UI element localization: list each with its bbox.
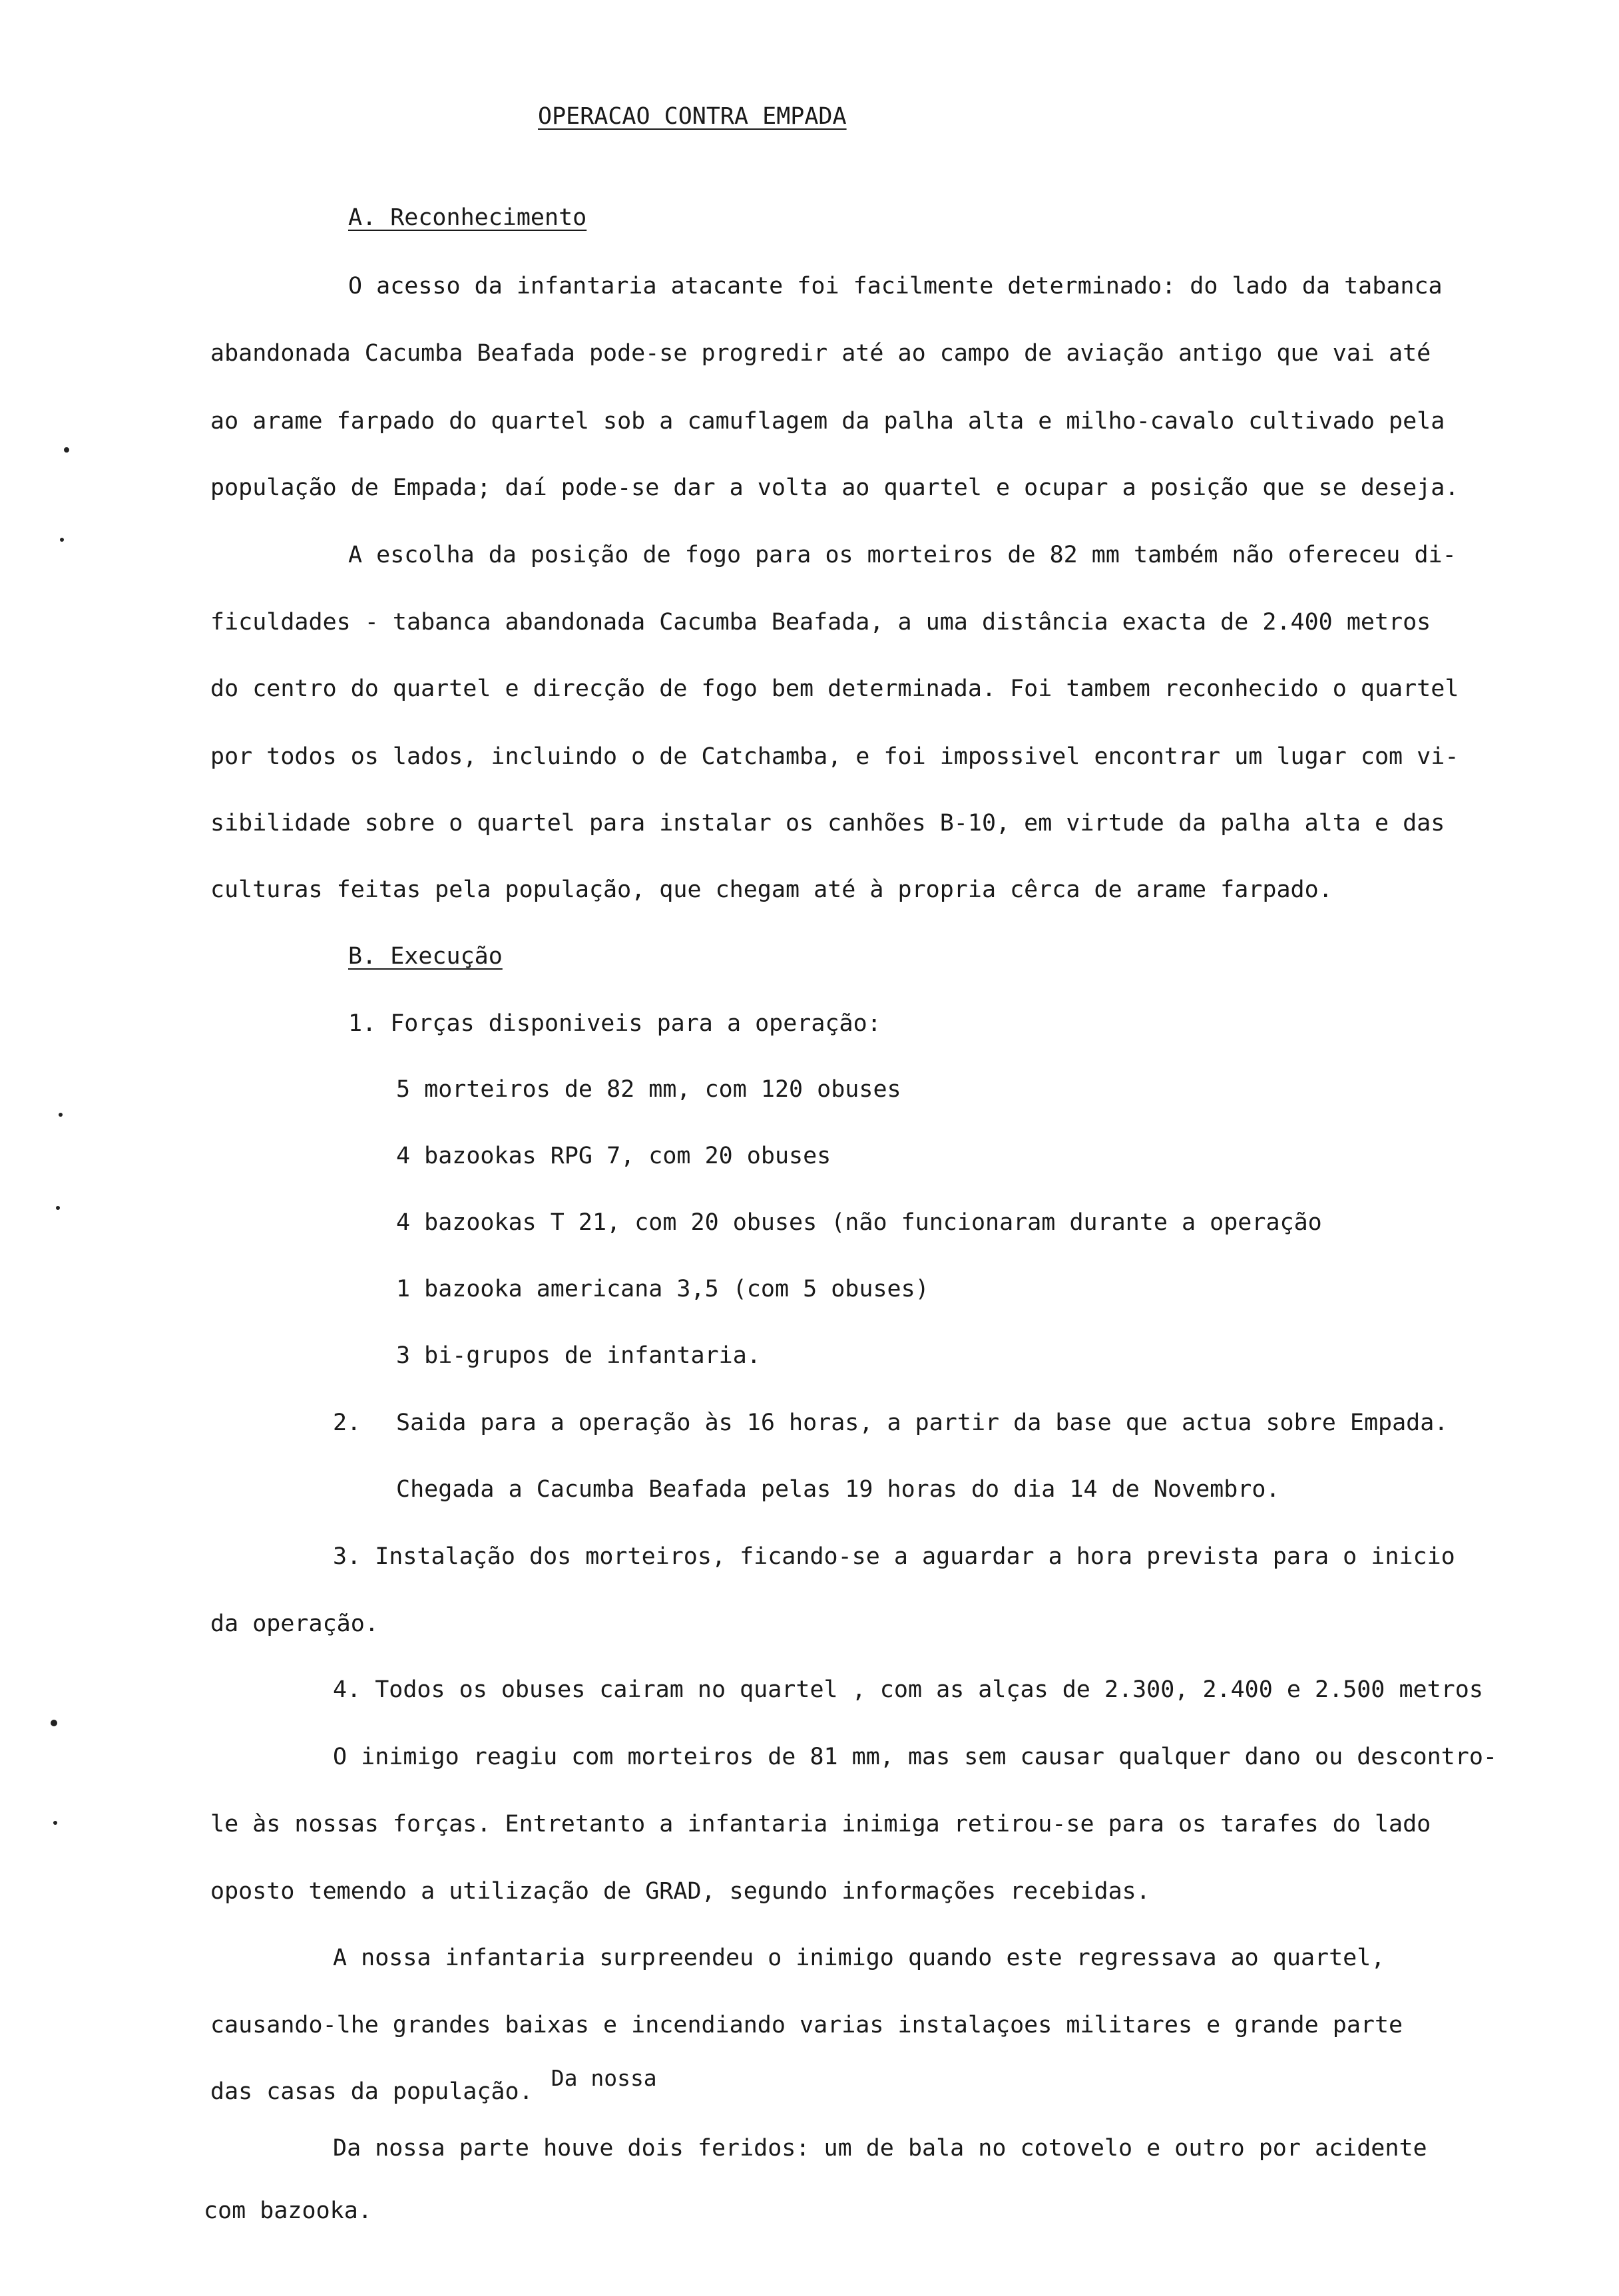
section-a-line: população de Empada; daí pode-se dar a volta ao quartel e ocupar a posição que se deseja. xyxy=(210,475,1459,501)
wounded-paragraph-line: Da nossa parte houve dois feridos: um de bala no cotovelo e outro por acidente xyxy=(333,2135,1427,2162)
section-a-line: abandonada Cacumba Beafada pode-se progredir até ao campo de aviação antigo que vai até xyxy=(210,340,1431,367)
section-a-line: O acesso da infantaria atacante foi facilmente determinado: do lado da tabanca xyxy=(348,273,1443,299)
wounded-paragraph-line: com bazooka. xyxy=(204,2198,372,2224)
section-b-heading-text: B. Execução xyxy=(348,943,503,970)
section-a-line: do centro do quartel e direcção de fogo bem determinada. Foi tambem reconhecido o quartel xyxy=(210,675,1459,702)
section-a-heading xyxy=(348,206,586,230)
page-title: OPERACAO CONTRA EMPADA xyxy=(538,103,847,130)
item-1-heading: 1. Forças disponiveis para a operação: xyxy=(348,1010,881,1037)
section-a-heading-text: A. Reconhecimento xyxy=(348,204,587,231)
infantry-paragraph-line: A nossa infantaria surpreendeu o inimigo quando este regressava ao quartel, xyxy=(333,1945,1385,1971)
infantry-paragraph-line xyxy=(210,2065,657,2105)
infantry-paragraph-end: das casas da população. xyxy=(210,2078,533,2105)
scan-mark xyxy=(56,1206,60,1210)
scan-mark xyxy=(59,1113,63,1117)
section-a-line: sibilidade sobre o quartel para instalar os canhões B-10, em virtude da palha alta e das xyxy=(210,810,1445,837)
forces-list-item: 1 bazooka americana 3,5 (com 5 obuses) xyxy=(396,1276,929,1302)
forces-list-item: 5 morteiros de 82 mm, com 120 obuses xyxy=(396,1076,901,1103)
item-3-line: da operação. xyxy=(210,1611,379,1637)
section-a-line: culturas feitas pela população, que chegam até à propria cêrca de arame farpado. xyxy=(210,876,1333,903)
forces-list-item: 4 bazookas RPG 7, com 20 obuses xyxy=(396,1143,831,1169)
section-a-line: A escolha da posição de fogo para os morteiros de 82 mm também não ofereceu di- xyxy=(348,542,1457,568)
section-a-line: por todos os lados, incluindo o de Catchamba, e foi impossivel encontrar um lugar com vi- xyxy=(210,743,1459,770)
scan-mark xyxy=(53,1821,57,1825)
item-3-line: 3. Instalação dos morteiros, ficando-se a aguardar a hora prevista para o inicio xyxy=(333,1543,1455,1570)
item-4-line: 4. Todos os obuses cairam no quartel , com as alças de 2.300, 2.400 e 2.500 metros xyxy=(333,1676,1483,1703)
scan-mark xyxy=(60,538,64,542)
struck-note: Da nossa xyxy=(551,2065,657,2091)
scan-mark xyxy=(64,447,69,453)
forces-list-item: 4 bazookas T 21, com 20 obuses (não funcionaram durante a operação xyxy=(396,1209,1322,1236)
item-4-line: le às nossas forças. Entretanto a infantaria inimiga retirou-se para os tarafes do lado xyxy=(210,1811,1431,1837)
section-b-heading xyxy=(348,945,503,968)
item-4-line: O inimigo reagiu com morteiros de 81 mm, mas sem causar qualquer dano ou descontro- xyxy=(333,1744,1497,1770)
item-2-line: Saida para a operação às 16 horas, a partir da base que actua sobre Empada. xyxy=(396,1410,1449,1436)
item-4-line: oposto temendo a utilização de GRAD, segundo informações recebidas. xyxy=(210,1878,1150,1905)
item-2-number: 2. xyxy=(333,1410,361,1436)
section-a-line: ao arame farpado do quartel sob a camuflagem da palha alta e milho-cavalo cultivado pela xyxy=(210,408,1445,435)
forces-list-item: 3 bi-grupos de infantaria. xyxy=(396,1342,761,1369)
infantry-paragraph-line: causando-lhe grandes baixas e incendiando varias instalaçoes militares e grande parte xyxy=(210,2012,1403,2038)
item-2-line: Chegada a Cacumba Beafada pelas 19 horas do dia 14 de Novembro. xyxy=(396,1476,1280,1503)
scan-mark xyxy=(51,1720,57,1726)
section-a-line: ficuldades - tabanca abandonada Cacumba Beafada, a uma distância exacta de 2.400 metros xyxy=(210,609,1431,636)
